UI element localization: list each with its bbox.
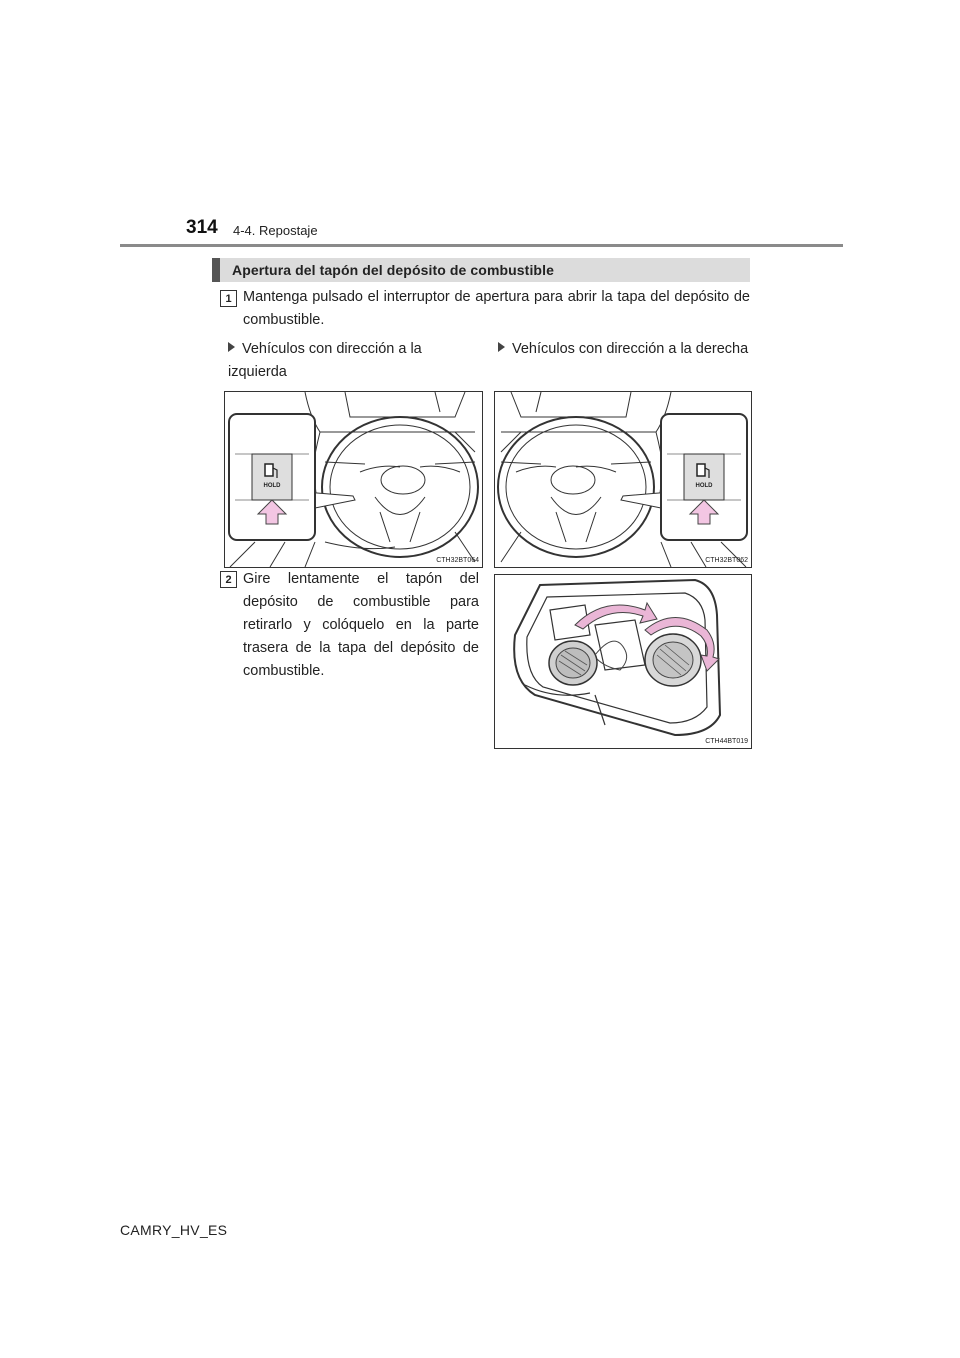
dashboard-illustration	[495, 392, 751, 567]
rotate-arrow-icon	[575, 603, 657, 629]
variant-left-label: Vehículos con dirección a la izquierda	[228, 341, 422, 380]
section-heading	[212, 258, 750, 282]
step-number-2: 2	[220, 571, 237, 588]
page-number: 314	[186, 217, 218, 238]
section-reference: 4-4. Repostaje	[233, 223, 318, 238]
bullet-triangle-icon	[498, 342, 505, 352]
figure-code: CTH32BT064	[436, 557, 479, 564]
figure-code: CTH32BT062	[705, 557, 748, 564]
hold-label: HOLD	[263, 483, 281, 489]
section-title: Apertura del tapón del depósito de combustible	[232, 262, 554, 278]
figure-left-hand-drive	[224, 391, 483, 568]
header-rule	[120, 244, 843, 247]
figure-code: CTH44BT019	[705, 738, 748, 745]
footer-document-id: CAMRY_HV_ES	[120, 1222, 228, 1238]
figure-right-hand-drive	[494, 391, 752, 568]
heading-bar	[212, 258, 220, 282]
figure-fuel-cap	[494, 574, 752, 749]
step-1-text: Mantenga pulsado el interruptor de apertura para abrir la tapa del depósito de combustible.	[243, 289, 750, 328]
dashboard-illustration	[225, 392, 482, 567]
hold-label: HOLD	[695, 483, 713, 489]
fuel-filler-neck-icon	[645, 634, 701, 686]
fuel-cap-removed-icon	[549, 641, 597, 685]
step-number-1: 1	[220, 290, 237, 307]
variant-right-label: Vehículos con dirección a la derecha	[498, 338, 750, 361]
bullet-triangle-icon	[228, 342, 235, 352]
step-2-text: Gire lentamente el tapón del depósito de combustible para retirarlo y colóquelo en la parte trasera de la tapa del depósito de combustible.	[243, 571, 479, 679]
fuel-cap-illustration	[495, 575, 751, 748]
